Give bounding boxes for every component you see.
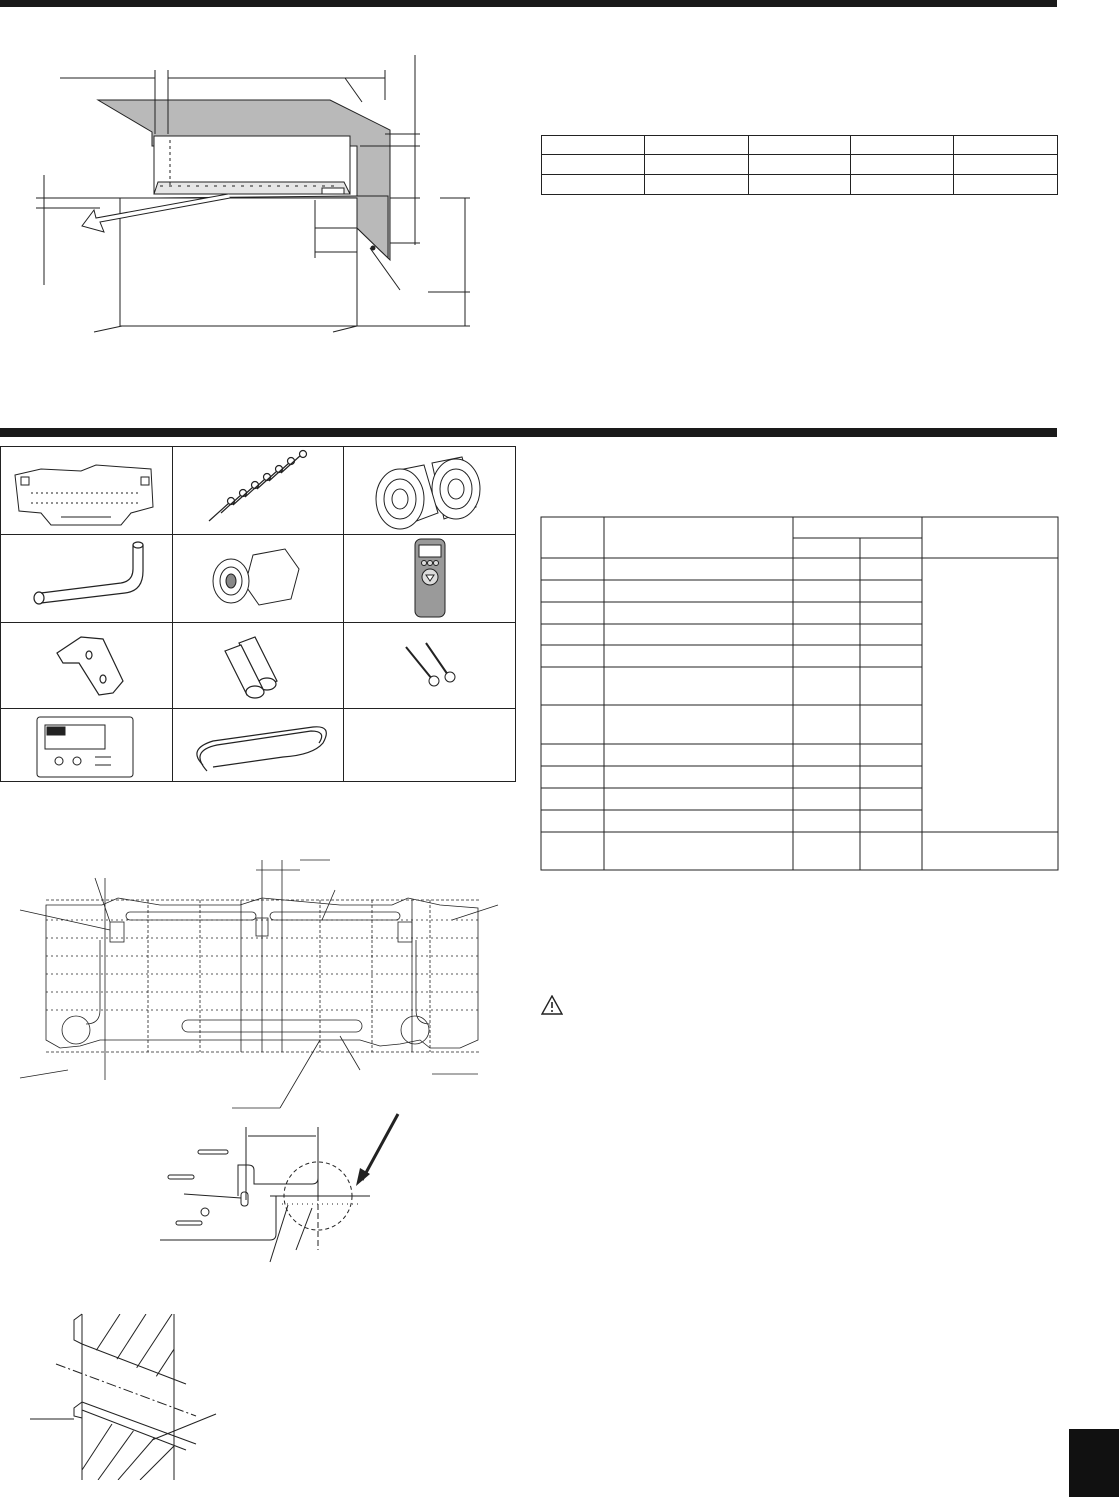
table-cell <box>851 155 954 175</box>
table-cell <box>748 175 851 195</box>
table-cell <box>954 175 1058 195</box>
wireless-remote-controller-icon <box>344 535 514 621</box>
accessory-cell <box>1 447 173 535</box>
accessory-cell <box>1 623 173 709</box>
section-divider-bar <box>0 428 1057 437</box>
accessory-cell <box>173 447 344 535</box>
felt-tape-rolls-icon <box>344 447 514 533</box>
accessory-cell-empty <box>344 709 515 781</box>
dimensions-table <box>541 135 1058 195</box>
table-cell <box>748 136 851 155</box>
accessory-cell <box>173 709 344 781</box>
accessory-cell <box>173 623 344 709</box>
tapping-screws-icon <box>173 447 343 533</box>
warning-triangle-icon <box>541 995 563 1015</box>
accessory-cell <box>173 535 344 623</box>
table-cell <box>542 175 645 195</box>
accessories-grid <box>0 446 516 782</box>
table-cell <box>954 155 1058 175</box>
accessory-cell <box>344 447 515 535</box>
table-cell <box>748 155 851 175</box>
accessory-cell <box>1 535 173 623</box>
table-cell <box>542 155 645 175</box>
holder-screws-icon <box>344 623 514 707</box>
table-cell <box>644 175 748 195</box>
accessory-cell <box>344 535 515 623</box>
table-cell <box>644 136 748 155</box>
batteries-icon <box>173 623 343 707</box>
installation-plate-icon <box>1 447 171 533</box>
remote-controller-holder-icon <box>1 623 171 707</box>
table-cell <box>851 136 954 155</box>
wired-remote-controller-icon <box>1 709 171 781</box>
accessory-cell <box>344 623 515 709</box>
cable-coil-icon <box>173 709 343 781</box>
accessory-cell <box>1 709 173 781</box>
page-tab <box>1069 1429 1119 1497</box>
table-cell <box>851 175 954 195</box>
room-installation-diagram <box>0 0 520 345</box>
table-cell <box>644 155 748 175</box>
drain-hose-icon <box>1 535 171 621</box>
table-cell <box>542 136 645 155</box>
flare-nut-adapter-icon <box>173 535 343 621</box>
table-cell <box>954 136 1058 155</box>
